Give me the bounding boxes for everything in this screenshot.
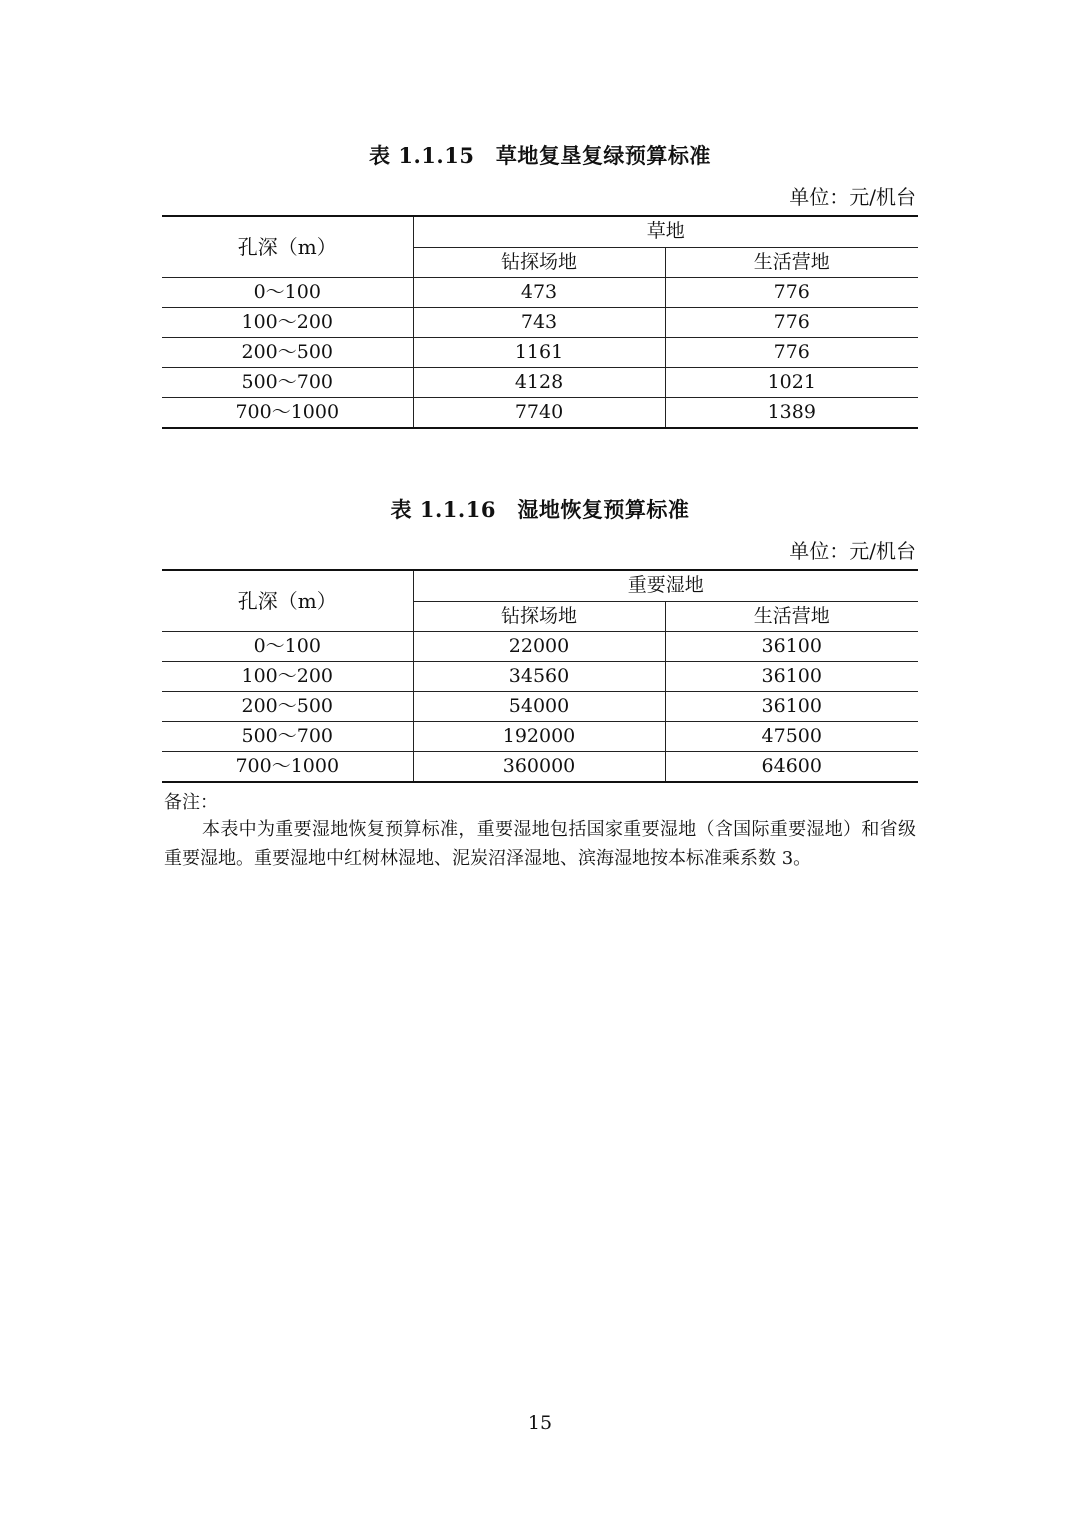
depth-cell: 100～200 <box>162 308 413 338</box>
drill-site-cell: 192000 <box>413 722 665 752</box>
depth-cell: 200～500 <box>162 692 413 722</box>
col-header-drill-site: 钻探场地 <box>413 247 665 278</box>
col-header-camp: 生活营地 <box>665 247 918 278</box>
group-header: 重要湿地 <box>413 570 918 601</box>
table-1-title: 表 1.1.15 草地复垦复绿预算标准 <box>369 143 711 168</box>
camp-cell: 776 <box>665 278 918 308</box>
camp-cell: 776 <box>665 308 918 338</box>
camp-cell: 36100 <box>665 662 918 692</box>
table-row <box>162 692 918 722</box>
drill-site-cell: 473 <box>413 278 665 308</box>
depth-cell: 500～700 <box>162 368 413 398</box>
depth-cell: 0～100 <box>162 632 413 662</box>
table-row <box>162 338 918 368</box>
table-row <box>162 632 918 662</box>
table-row <box>162 752 918 783</box>
camp-cell: 776 <box>665 338 918 368</box>
drill-site-cell: 1161 <box>413 338 665 368</box>
camp-cell: 1021 <box>665 368 918 398</box>
depth-cell: 200～500 <box>162 338 413 368</box>
table-1-unit: 单位：元/机台 <box>789 185 916 209</box>
drill-site-cell: 34560 <box>413 662 665 692</box>
drill-site-cell: 4128 <box>413 368 665 398</box>
table-row <box>162 308 918 338</box>
camp-cell: 64600 <box>665 752 918 783</box>
page-number: 15 <box>527 1412 553 1434</box>
depth-cell: 700～1000 <box>162 752 413 783</box>
camp-cell: 1389 <box>665 398 918 429</box>
grassland-budget-table <box>162 215 918 429</box>
table-row <box>162 368 918 398</box>
depth-header: 孔深（m） <box>162 570 413 632</box>
table-row <box>162 398 918 429</box>
table-row <box>162 278 918 308</box>
drill-site-cell: 360000 <box>413 752 665 783</box>
depth-cell: 0～100 <box>162 278 413 308</box>
table-header-row <box>162 570 918 601</box>
col-header-drill-site: 钻探场地 <box>413 601 665 632</box>
table-row <box>162 662 918 692</box>
drill-site-cell: 22000 <box>413 632 665 662</box>
drill-site-cell: 743 <box>413 308 665 338</box>
group-header: 草地 <box>413 216 918 247</box>
table-row <box>162 722 918 752</box>
table-2-title: 表 1.1.16 湿地恢复预算标准 <box>390 497 690 522</box>
wetland-budget-table <box>162 569 918 783</box>
drill-site-cell: 54000 <box>413 692 665 722</box>
camp-cell: 47500 <box>665 722 918 752</box>
depth-header: 孔深（m） <box>162 216 413 278</box>
note-text: 本表中为重要湿地恢复预算标准，重要湿地包括国家重要湿地（含国际重要湿地）和省级重要湿地。重要湿地中红树林湿地、泥炭沼泽湿地、滨海湿地按本标准乘系数 3。 <box>164 819 916 869</box>
depth-cell: 500～700 <box>162 722 413 752</box>
camp-cell: 36100 <box>665 632 918 662</box>
depth-cell: 700～1000 <box>162 398 413 429</box>
note-label: 备注： <box>164 792 218 813</box>
depth-cell: 100～200 <box>162 662 413 692</box>
col-header-camp: 生活营地 <box>665 601 918 632</box>
table-2-unit: 单位：元/机台 <box>789 539 916 563</box>
table-header-row <box>162 216 918 247</box>
drill-site-cell: 7740 <box>413 398 665 429</box>
camp-cell: 36100 <box>665 692 918 722</box>
